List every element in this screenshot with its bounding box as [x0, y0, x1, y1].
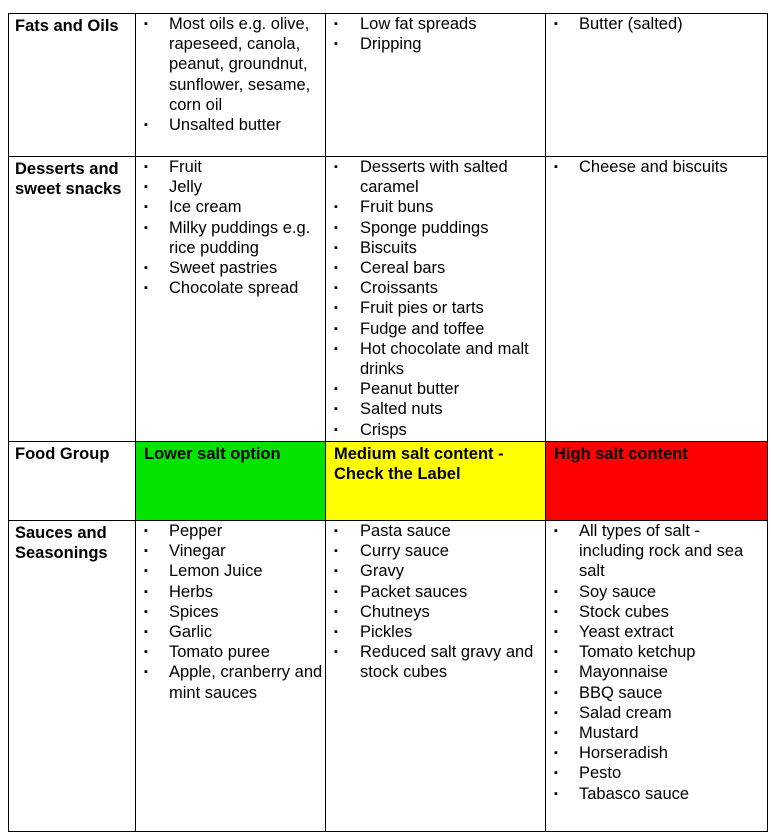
list-item [326, 197, 545, 217]
bullet-icon: ▪ [144, 666, 148, 679]
list-item [546, 582, 767, 602]
list-item [326, 157, 545, 197]
list-item-text: Horseradish [579, 744, 668, 763]
list-item [546, 521, 767, 582]
list-item-text: Fruit pies or tarts [360, 299, 484, 318]
bullet-icon: ▪ [334, 161, 338, 173]
bullet-icon: ▪ [334, 646, 338, 659]
bullet-icon: ▪ [554, 646, 558, 659]
list-item-text: Butter (salted) [579, 15, 683, 33]
food-group-name: Sauces and Seasonings [9, 521, 136, 832]
list-item-text: Chocolate spread [169, 279, 299, 298]
bullet-icon: ▪ [554, 747, 558, 760]
bullet-icon: ▪ [334, 38, 338, 51]
medium-salt-cell [326, 157, 546, 442]
bullet-icon: ▪ [334, 423, 338, 436]
list-item-text: Most oils e.g. olive, rapeseed, canola, peanut, groundnut, sunflower, sesame, corn oil [169, 15, 311, 114]
bullet-icon: ▪ [144, 201, 148, 214]
list-item [136, 177, 325, 197]
bullet-icon: ▪ [334, 201, 338, 214]
medium-salt-cell [326, 14, 546, 157]
list-item-text: Mustard [579, 724, 639, 743]
bullet-icon: ▪ [144, 525, 148, 537]
list-item [546, 14, 767, 34]
bullet-icon: ▪ [144, 181, 148, 194]
list-item-text: Pasta sauce [360, 522, 451, 540]
list-item [326, 339, 545, 379]
list-item [136, 662, 325, 702]
list-item [546, 723, 767, 743]
bullet-icon: ▪ [334, 262, 338, 275]
list-item [326, 379, 545, 399]
bullet-icon: ▪ [334, 403, 338, 416]
list-item-text: Curry sauce [360, 542, 449, 561]
list-item [136, 642, 325, 662]
list-item [326, 642, 545, 682]
bullet-icon: ▪ [334, 585, 338, 598]
bullet-icon: ▪ [144, 646, 148, 659]
high-salt-cell [546, 157, 768, 442]
bullet-icon: ▪ [144, 626, 148, 639]
list-item [546, 602, 767, 622]
list-item [546, 622, 767, 642]
list-item [546, 157, 767, 177]
list-item-text: Sponge puddings [360, 218, 489, 237]
list-item [546, 683, 767, 703]
list-item-text: Dripping [360, 35, 422, 54]
list-item-text: Ice cream [169, 198, 242, 217]
list-item [326, 541, 545, 561]
list-item [326, 218, 545, 238]
bullet-icon: ▪ [334, 383, 338, 396]
list-item-text: Unsalted butter [169, 116, 281, 135]
bullet-icon: ▪ [144, 585, 148, 598]
bullet-icon: ▪ [334, 18, 338, 30]
medium-salt-cell [326, 521, 546, 832]
bullet-icon: ▪ [554, 161, 558, 173]
list-item-text: Packet sauces [360, 582, 468, 601]
high-salt-cell [546, 521, 768, 832]
list-item [326, 34, 545, 54]
bullet-icon: ▪ [144, 119, 148, 132]
list-item-text: Pickles [360, 623, 413, 642]
table-row-fats-and-oils [9, 14, 768, 157]
bullet-icon: ▪ [334, 605, 338, 618]
list-item [326, 319, 545, 339]
bullet-icon: ▪ [144, 221, 148, 234]
list-item-text: Croissants [360, 279, 438, 298]
list-item-text: Jelly [169, 178, 203, 197]
list-item-text: Reduced salt gravy and stock cubes [360, 643, 534, 682]
list-item-text: Mayonnaise [579, 663, 668, 682]
list-item-text: Vinegar [169, 542, 226, 561]
list-item-text: Sweet pastries [169, 259, 278, 278]
list-item-text: Pepper [169, 522, 223, 540]
lower-salt-cell [136, 14, 326, 157]
list-item-text: Yeast extract [579, 623, 674, 642]
high-salt-cell [546, 14, 768, 157]
bullet-icon: ▪ [554, 525, 558, 537]
list-item-text: Hot chocolate and malt drinks [360, 339, 529, 379]
food-group-name: Fats and Oils [9, 14, 136, 157]
bullet-icon: ▪ [334, 342, 338, 355]
bullet-icon: ▪ [554, 706, 558, 719]
list-item-text: Crisps [360, 420, 407, 439]
bullet-icon: ▪ [144, 282, 148, 295]
list-item [326, 238, 545, 258]
bullet-icon: ▪ [554, 787, 558, 800]
list-item [326, 602, 545, 622]
list-item [546, 703, 767, 723]
list-item-text: Low fat spreads [360, 15, 477, 33]
list-item [136, 218, 325, 258]
list-item-text: Tabasco sauce [579, 784, 690, 803]
list-item [136, 14, 325, 115]
list-item [326, 14, 545, 34]
bullet-icon: ▪ [554, 666, 558, 679]
list-item-text: Pesto [579, 764, 622, 783]
list-item-text: Apple, cranberry and mint sauces [169, 663, 323, 702]
list-item [546, 662, 767, 682]
list-item-text: Fudge and toffee [360, 319, 485, 338]
list-item-text: Soy sauce [579, 582, 657, 601]
salt-content-table [8, 13, 768, 832]
list-item-text: Chutneys [360, 602, 430, 621]
bullet-icon: ▪ [144, 545, 148, 558]
bullet-icon: ▪ [334, 302, 338, 315]
bullet-icon: ▪ [334, 545, 338, 558]
list-item-text: Cheese and biscuits [579, 158, 728, 176]
table-header-row [9, 442, 768, 521]
list-item [326, 582, 545, 602]
list-item-text: Tomato ketchup [579, 643, 696, 662]
table-row-desserts [9, 157, 768, 442]
bullet-icon: ▪ [554, 626, 558, 639]
list-item [136, 602, 325, 622]
list-item [546, 763, 767, 783]
list-item-text: Salted nuts [360, 400, 443, 419]
list-item [136, 521, 325, 541]
bullet-icon: ▪ [144, 565, 148, 578]
list-item-text: Peanut butter [360, 380, 460, 399]
list-item [136, 622, 325, 642]
list-item-text: Gravy [360, 562, 405, 581]
list-item-text: BBQ sauce [579, 683, 663, 702]
list-item-text: Tomato puree [169, 643, 270, 662]
list-item-text: Cereal bars [360, 259, 446, 278]
lower-salt-cell [136, 521, 326, 832]
list-item [136, 541, 325, 561]
list-item [326, 298, 545, 318]
list-item-text: Herbs [169, 582, 214, 601]
list-item [136, 197, 325, 217]
list-item-text: All types of salt - including rock and sea salt [579, 522, 744, 581]
bullet-icon: ▪ [334, 626, 338, 639]
list-item-text: Stock cubes [579, 602, 669, 621]
lower-salt-header: Lower salt option [136, 442, 326, 521]
list-item [136, 582, 325, 602]
list-item [136, 157, 325, 177]
bullet-icon: ▪ [554, 18, 558, 30]
list-item [326, 278, 545, 298]
list-item [136, 115, 325, 135]
list-item [136, 561, 325, 581]
food-group-header: Food Group [9, 442, 136, 521]
bullet-icon: ▪ [554, 686, 558, 699]
lower-salt-cell [136, 157, 326, 442]
list-item [326, 622, 545, 642]
list-item-text: Desserts with salted caramel [360, 158, 508, 197]
bullet-icon: ▪ [144, 262, 148, 275]
bullet-icon: ▪ [554, 605, 558, 618]
list-item [326, 561, 545, 581]
list-item [326, 521, 545, 541]
list-item [546, 743, 767, 763]
list-item [136, 258, 325, 278]
bullet-icon: ▪ [334, 322, 338, 335]
list-item [326, 258, 545, 278]
table-row-sauces [9, 521, 768, 832]
food-group-name: Desserts and sweet snacks [9, 157, 136, 442]
bullet-icon: ▪ [144, 605, 148, 618]
list-item-text: Fruit [169, 158, 202, 176]
list-item-text: Milky puddings e.g. rice pudding [169, 218, 311, 257]
bullet-icon: ▪ [144, 18, 148, 30]
bullet-icon: ▪ [144, 161, 148, 173]
list-item-text: Biscuits [360, 238, 417, 257]
list-item [326, 399, 545, 419]
bullet-icon: ▪ [334, 282, 338, 295]
list-item-text: Spices [169, 602, 219, 621]
high-salt-header: High salt content [546, 442, 768, 521]
bullet-icon: ▪ [554, 585, 558, 598]
list-item [546, 784, 767, 804]
bullet-icon: ▪ [554, 727, 558, 740]
list-item-text: Garlic [169, 623, 213, 642]
medium-salt-header: Medium salt content - Check the Label [326, 442, 546, 521]
list-item [136, 278, 325, 298]
list-item [546, 642, 767, 662]
bullet-icon: ▪ [334, 241, 338, 254]
bullet-icon: ▪ [334, 565, 338, 578]
bullet-icon: ▪ [334, 525, 338, 537]
list-item [326, 420, 545, 440]
list-item-text: Salad cream [579, 703, 672, 722]
bullet-icon: ▪ [554, 767, 558, 780]
list-item-text: Lemon Juice [169, 562, 263, 581]
list-item-text: Fruit buns [360, 198, 434, 217]
bullet-icon: ▪ [334, 221, 338, 234]
